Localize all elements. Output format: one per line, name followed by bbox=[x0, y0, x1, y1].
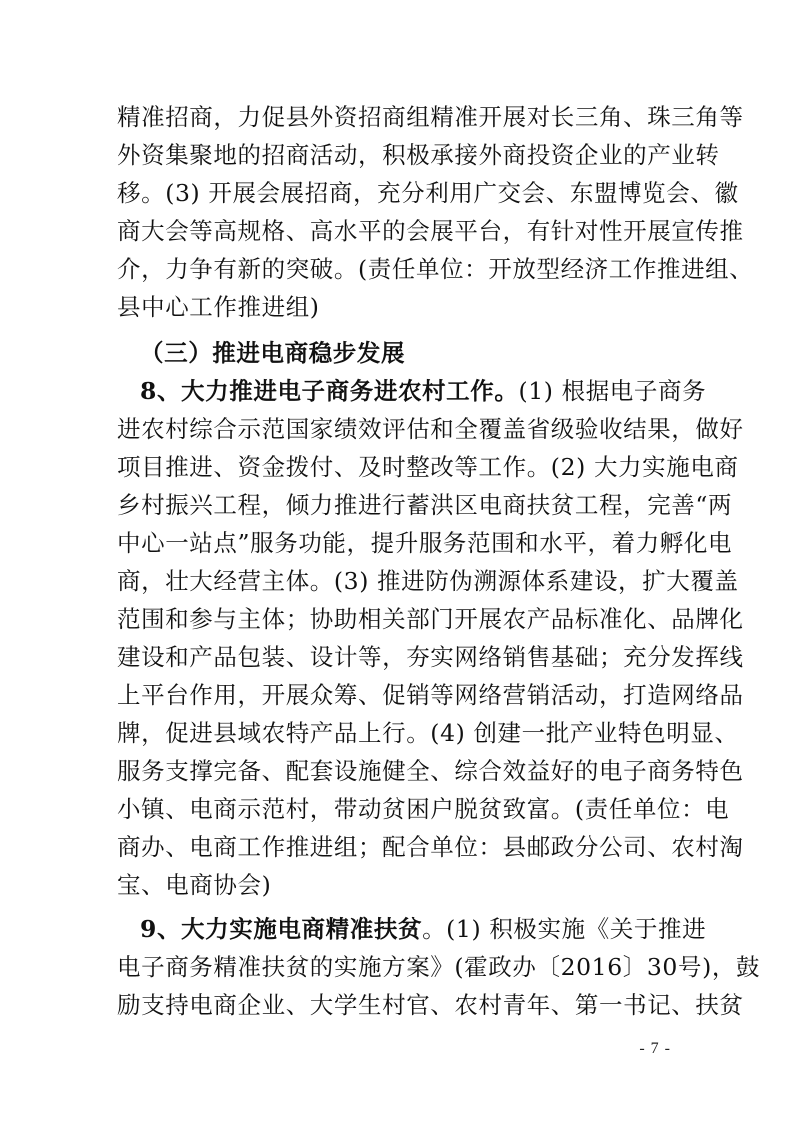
text-line bbox=[117, 292, 677, 322]
text-run: 范围和参与主体；协助相关部门开展农产品标准化、品牌化 bbox=[117, 605, 744, 633]
text-run: 宝、电商协会) bbox=[117, 871, 272, 899]
text-run: 县中心工作推进组) bbox=[117, 293, 320, 321]
text-run: 精准招商，力促县外资招商组精准开展对长三角、珠三角等 bbox=[117, 103, 744, 131]
text-line bbox=[140, 914, 707, 944]
item-heading: 8、大力推进电子商务进农村工作。 bbox=[140, 377, 519, 405]
text-line bbox=[117, 102, 744, 132]
page-number: - 7 - bbox=[639, 1040, 671, 1057]
text-line bbox=[117, 680, 744, 710]
text-line bbox=[117, 140, 720, 170]
text-run: 上平台作用，开展众筹、促销等网络营销活动，打造网络品 bbox=[117, 681, 744, 709]
text-line bbox=[117, 414, 744, 444]
text-run: 移。(3) 开展会展招商，充分利用广交会、东盟博览会、徽 bbox=[117, 179, 739, 207]
text-run: 服务支撑完备、配套设施健全、综合效益好的电子商务特色 bbox=[117, 757, 744, 785]
section-heading bbox=[140, 338, 700, 368]
text-line bbox=[117, 794, 730, 824]
text-run: 中心一站点”服务功能，提升服务范围和水平，着力孵化电 bbox=[117, 529, 733, 557]
text-line bbox=[117, 452, 739, 482]
text-run: 励支持电商企业、大学生村官、农村青年、第一书记、扶贫 bbox=[117, 991, 744, 1019]
text-run: 商办、电商工作推进组；配合单位：县邮政分公司、农村淘 bbox=[117, 833, 744, 861]
text-run: 商，壮大经营主体。(3) 推进防伪溯源体系建设，扩大覆盖 bbox=[117, 567, 739, 595]
text-line bbox=[117, 756, 744, 786]
text-line bbox=[117, 528, 733, 558]
item-heading: 9、大力实施电商精准扶贫 bbox=[140, 915, 423, 943]
text-run: 外资集聚地的招商活动，积极承接外商投资企业的产业转 bbox=[117, 141, 720, 169]
text-run: 项目推进、资金拨付、及时整改等工作。(2) 大力实施电商 bbox=[117, 453, 739, 481]
text-line bbox=[140, 376, 707, 406]
text-run: 介，力争有新的突破。(责任单位：开放型经济工作推进组、 bbox=[117, 255, 754, 283]
text-line bbox=[117, 254, 754, 284]
text-run: 牌，促进县域农特产品上行。(4) 创建一批产业特色明显、 bbox=[117, 719, 739, 747]
text-run: 进农村综合示范国家绩效评估和全覆盖省级验收结果，做好 bbox=[117, 415, 744, 443]
text-run: （三）推进电商稳步发展 bbox=[140, 339, 406, 367]
text-line bbox=[117, 178, 739, 208]
text-line bbox=[117, 216, 744, 246]
text-run: 商大会等高规格、高水平的会展平台，有针对性开展宣传推 bbox=[117, 217, 744, 245]
text-run: (1) 根据电子商务 bbox=[518, 377, 707, 405]
text-line bbox=[117, 718, 739, 748]
text-run: 。(1) 积极实施《关于推进 bbox=[422, 915, 707, 943]
text-run: 乡村振兴工程，倾力推进行蓄洪区电商扶贫工程，完善“两 bbox=[117, 491, 733, 519]
text-run: 小镇、电商示范村，带动贫困户脱贫致富。(责任单位：电 bbox=[117, 795, 730, 823]
text-line bbox=[117, 642, 744, 672]
text-line bbox=[117, 952, 761, 982]
text-line bbox=[117, 832, 744, 862]
text-run: 建设和产品包装、设计等，夯实网络销售基础；充分发挥线 bbox=[117, 643, 744, 671]
text-run: 电子商务精准扶贫的实施方案》(霍政办〔2016〕30号)，鼓 bbox=[117, 953, 761, 981]
text-line bbox=[117, 566, 739, 596]
text-line bbox=[117, 990, 744, 1020]
text-line bbox=[117, 870, 677, 900]
text-line bbox=[117, 604, 744, 634]
text-line bbox=[117, 490, 733, 520]
